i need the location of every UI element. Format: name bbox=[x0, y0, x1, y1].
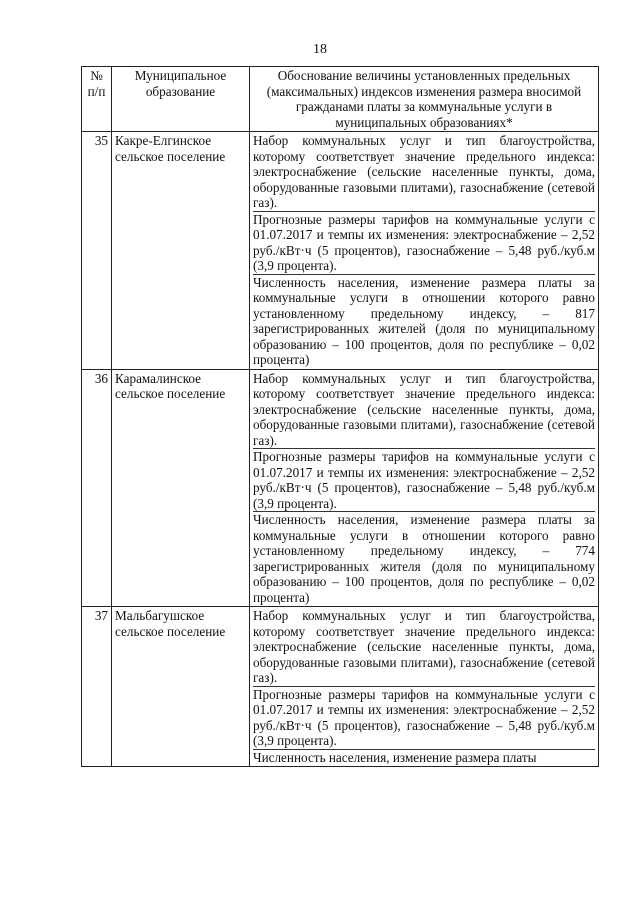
tariffs-paragraph: Прогнозные размеры тарифов на коммунальные услуги с 01.07.2017 и темпы их изменения: электроснабжение – 2,52 руб./кВт·ч (5 процентов), газоснабжение – 5,48 руб./куб.м (3,9 процента). bbox=[253, 211, 595, 273]
header-num: № п/п bbox=[82, 67, 112, 132]
row-number: 35 bbox=[82, 132, 112, 370]
municipality-name: Мальбагушское сельское поселение bbox=[112, 607, 250, 767]
table-row bbox=[82, 132, 599, 370]
population-paragraph: Численность населения, изменение размера платы за коммунальные услуги в отношении которого равно установленному предельному индексу, – 774 зарегистрированных жителя (доля по муниципальному образованию – 100 процентов, доля по республике – 0,02 процента) bbox=[253, 512, 595, 605]
row-number: 37 bbox=[82, 607, 112, 767]
table-row bbox=[82, 607, 599, 767]
population-paragraph: Численность населения, изменение размера платы bbox=[253, 749, 595, 766]
municipality-name: Карамалинское сельское поселение bbox=[112, 369, 250, 607]
justification-cell bbox=[250, 132, 599, 370]
justification-cell bbox=[250, 369, 599, 607]
tariffs-paragraph: Прогнозные размеры тарифов на коммунальные услуги с 01.07.2017 и темпы их изменения: электроснабжение – 2,52 руб./кВт·ч (5 процентов), газоснабжение – 5,48 руб./куб.м (3,9 процента). bbox=[253, 686, 595, 748]
services-paragraph: Набор коммунальных услуг и тип благоустройства, которому соответствует значение предельного индекса: электроснабжение (сельские населенные пункты, дома, оборудованные газовыми плитами), газоснабжение (сетевой газ). bbox=[253, 370, 595, 448]
tariffs-paragraph: Прогнозные размеры тарифов на коммунальные услуги с 01.07.2017 и темпы их изменения: электроснабжение – 2,52 руб./кВт·ч (5 процентов), газоснабжение – 5,48 руб./куб.м (3,9 процента). bbox=[253, 449, 595, 511]
services-paragraph: Набор коммунальных услуг и тип благоустройства, которому соответствует значение предельного индекса: электроснабжение (сельские населенные пункты, дома, оборудованные газовыми плитами), газоснабжение (сетевой газ). bbox=[253, 133, 595, 210]
table-row bbox=[82, 369, 599, 607]
header-justification: Обоснование величины установленных предельных (максимальных) индексов изменения размера вносимой гражданами платы за коммунальные услуги в муниципальных образованиях* bbox=[250, 67, 599, 132]
services-paragraph: Набор коммунальных услуг и тип благоустройства, которому соответствует значение предельного индекса: электроснабжение (сельские населенные пункты, дома, оборудованные газовыми плитами), газоснабжение (сетевой газ). bbox=[253, 608, 595, 685]
table-header-row bbox=[82, 67, 599, 132]
header-municipality: Муниципальное образование bbox=[112, 67, 250, 132]
population-paragraph: Численность населения, изменение размера платы за коммунальные услуги в отношении которого равно установленному предельному индексу, – 817 зарегистрированных жителей (доля по муниципальному образованию – 100 процентов, доля по республике – 0,02 процента) bbox=[253, 274, 595, 367]
page-number: 18 bbox=[313, 42, 327, 57]
municipality-name: Какре-Елгинское сельское поселение bbox=[112, 132, 250, 370]
justification-cell bbox=[250, 607, 599, 767]
row-number: 36 bbox=[82, 369, 112, 607]
tariff-index-table bbox=[81, 66, 599, 767]
